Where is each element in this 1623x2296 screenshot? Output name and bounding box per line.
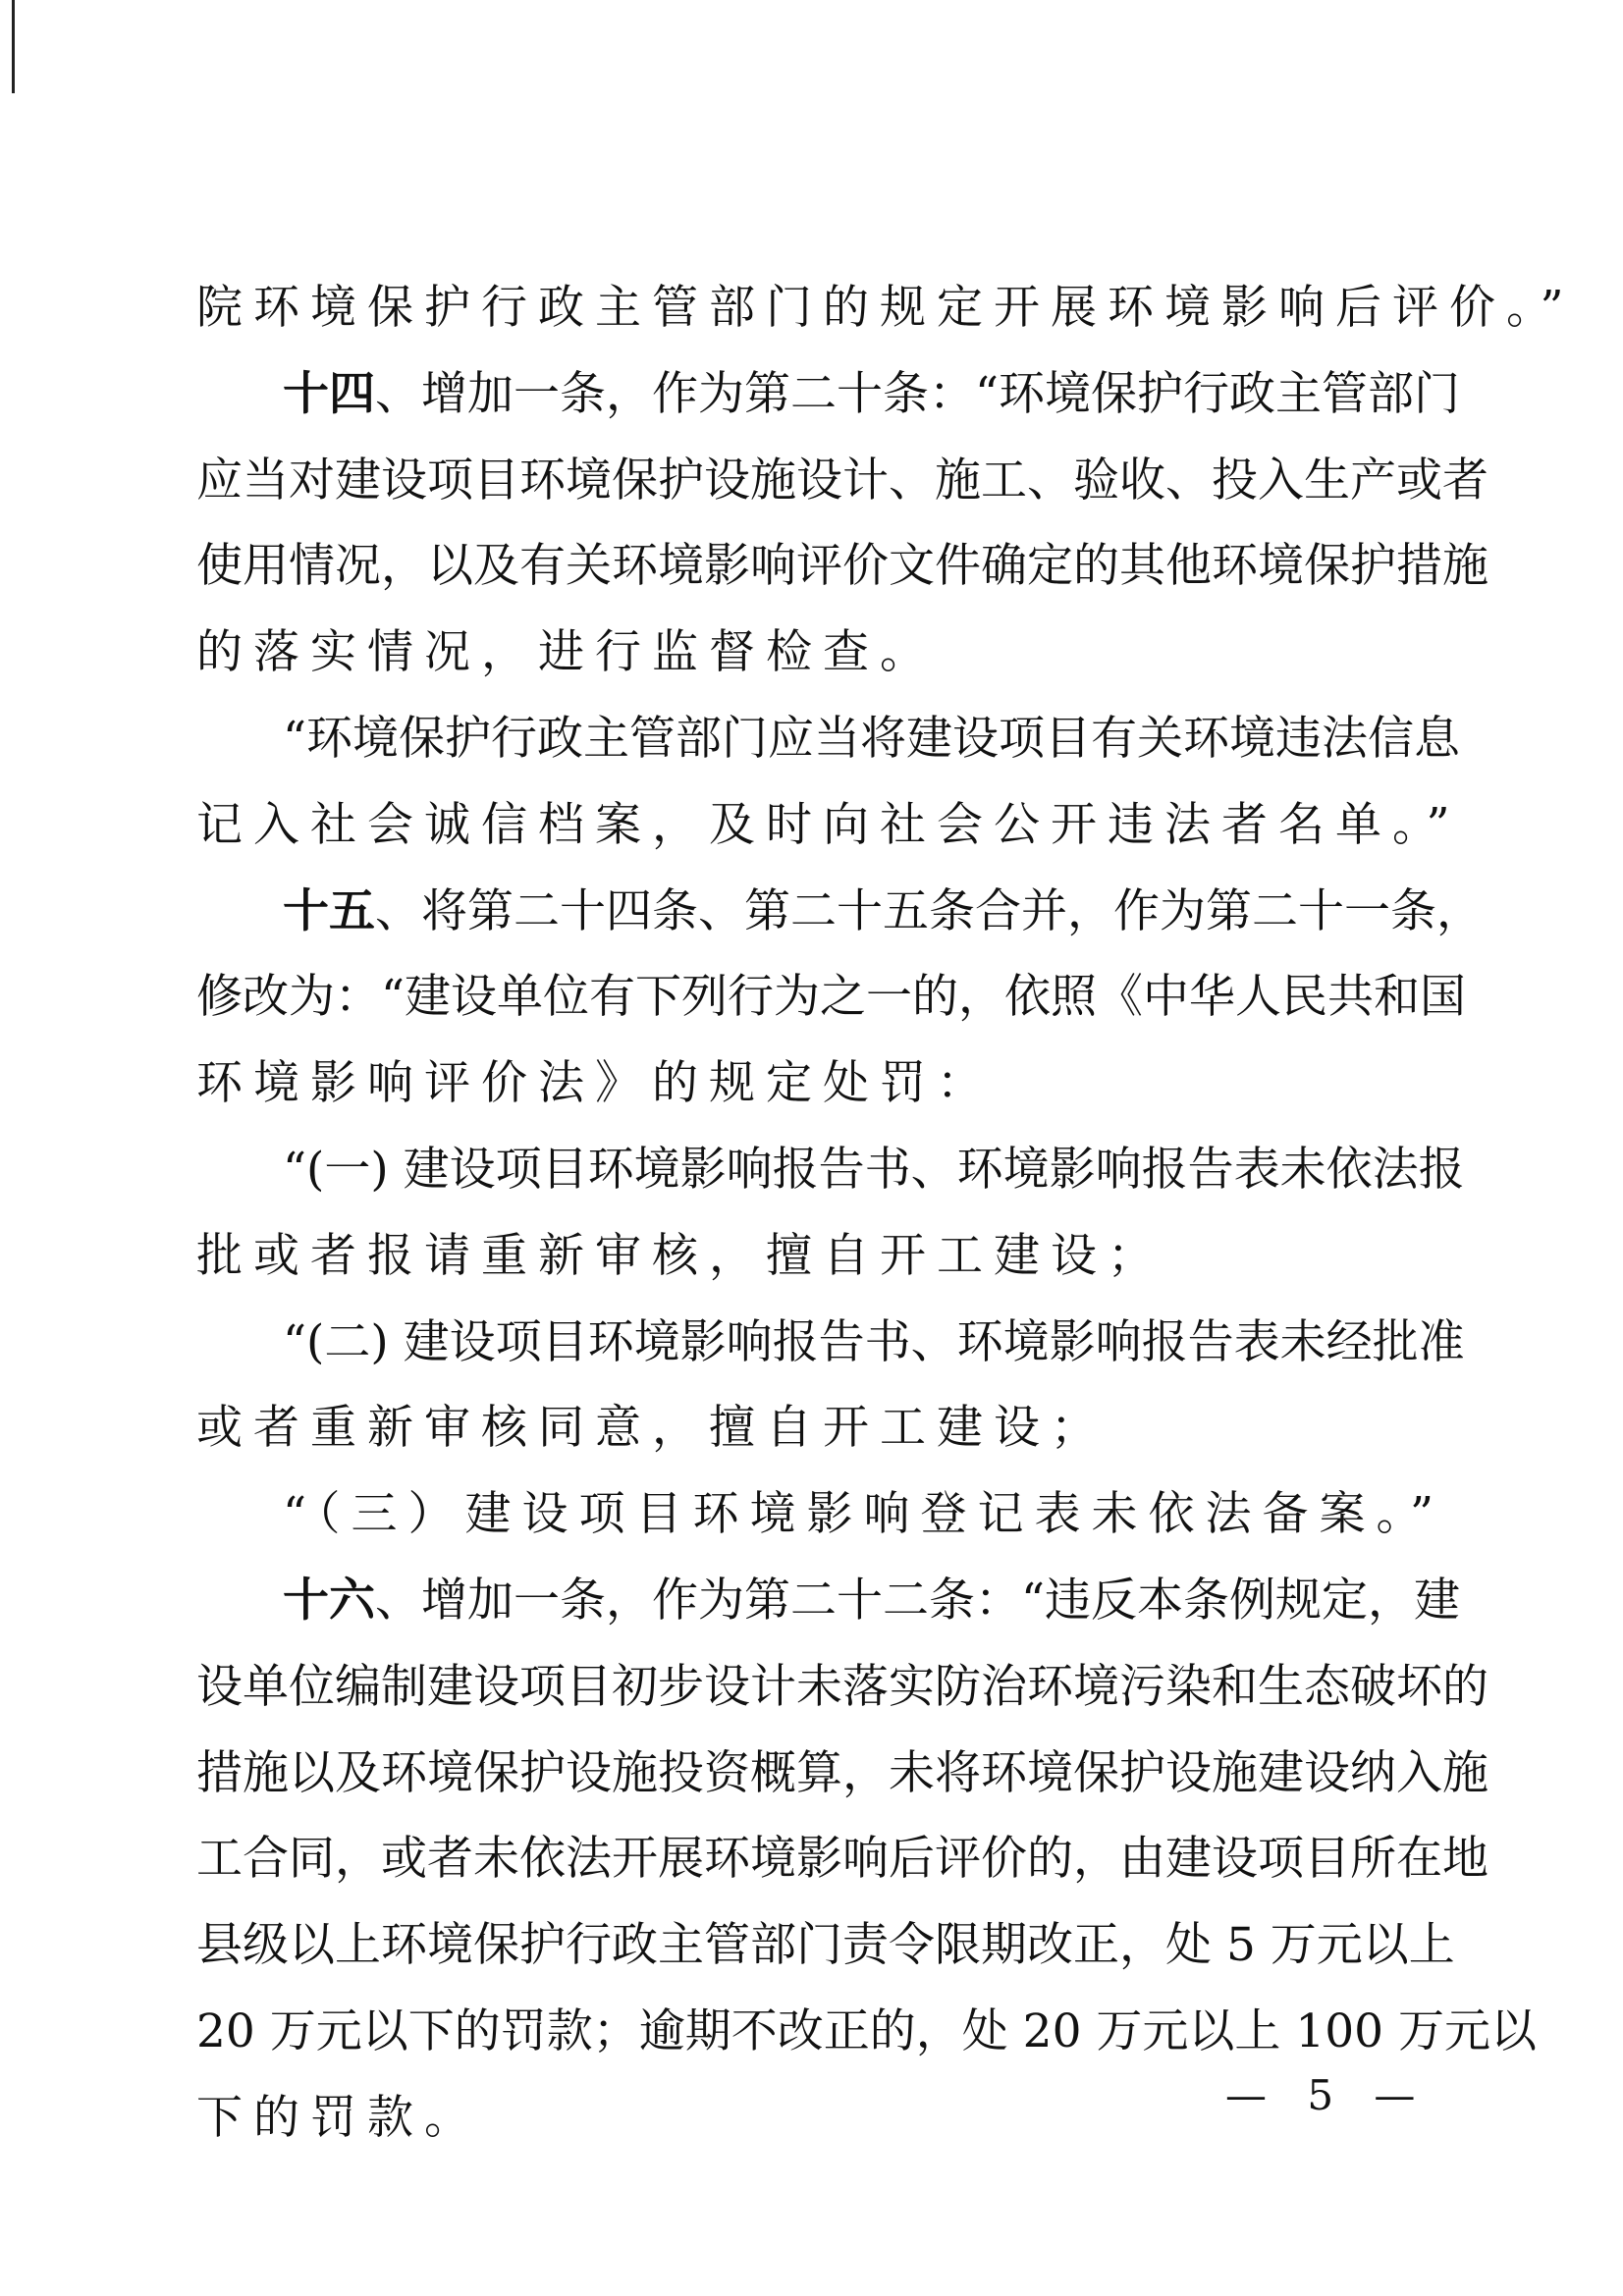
text-line [196,351,1461,438]
item-number: 十五 [283,883,375,938]
line-text: 环境影响评价法》的规定处罚： [196,1056,994,1111]
line-text: “环境保护行政主管部门应当将建设项目有关环境违法信息 [283,711,1461,766]
line-text: 下的罚款。 [196,2090,481,2145]
text-line [196,1558,1461,1644]
text-line [196,1300,1465,1386]
text-line [196,610,1424,696]
text-line [196,1041,1424,1127]
line-text: 记入社会诚信档案，及时向社会公开违法者名单。” [196,797,1461,852]
text-line [196,954,1467,1041]
line-text: 、增加一条，作为第二十条：“环境保护行政主管部门 [375,366,1461,421]
line-text: “(二) 建设项目环境影响报告书、环境影响报告表未经批准 [283,1314,1465,1369]
line-text: 批或者报请重新审核，擅自开工建设； [196,1228,1164,1283]
line-text: 县级以上环境保护行政主管部门责令限期改正，处 5 万元以上 [196,1918,1455,1973]
line-text: 工合同，或者未依法开展环境影响后评价的，由建设项目所在地 [196,1832,1488,1887]
text-line [196,1385,1424,1471]
text-line [196,782,1461,869]
page-number: — 5 — [1225,2071,1430,2119]
scan-edge-mark [12,0,15,93]
text-line [196,1644,1488,1731]
text-line [196,1731,1488,1817]
line-text: 院环境保护行政主管部门的规定开展环境影响后评价。” [196,281,1575,335]
line-text: “（三）建设项目环境影响登记表未依法备案。” [283,1487,1445,1542]
text-line [196,1902,1455,1989]
line-text: 20 万元以下的罚款；逾期不改正的，处 20 万元以上 100 万元以 [196,2003,1538,2058]
text-line [196,1816,1488,1902]
text-line [196,265,1575,351]
text-line [196,523,1488,610]
line-text: 的落实情况，进行监督检查。 [196,625,937,680]
line-text: 修改为：“建设单位有下列行为之一的，依照《中华人民共和国 [196,970,1467,1025]
text-line [196,438,1488,524]
item-number: 十六 [283,1573,375,1628]
line-text: 设单位编制建设项目初步设计未落实防治环境污染和生态破坏的 [196,1659,1488,1714]
item-number: 十四 [283,366,375,421]
line-text: 、将第二十四条、第二十五条合并，作为第二十一条， [375,883,1483,938]
line-text: 使用情况，以及有关环境影响评价文件确定的其他环境保护措施 [196,539,1488,594]
text-line [196,869,1483,955]
line-text: 措施以及环境保护设施投资概算，未将环境保护设施建设纳入施 [196,1745,1488,1800]
text-line [196,696,1461,782]
line-text: 或者重新审核同意，擅自开工建设； [196,1401,1108,1456]
text-line [196,1989,1538,2075]
line-text: 、增加一条，作为第二十二条：“违反本条例规定，建 [375,1573,1461,1628]
text-line [196,1213,1424,1300]
text-line [196,1127,1465,1213]
text-line [196,1471,1445,1558]
line-text: 应当对建设项目环境保护设施设计、施工、验收、投入生产或者 [196,453,1488,507]
document-body [196,265,1575,2162]
line-text: “(一) 建设项目环境影响报告书、环境影响报告表未依法报 [283,1142,1465,1197]
